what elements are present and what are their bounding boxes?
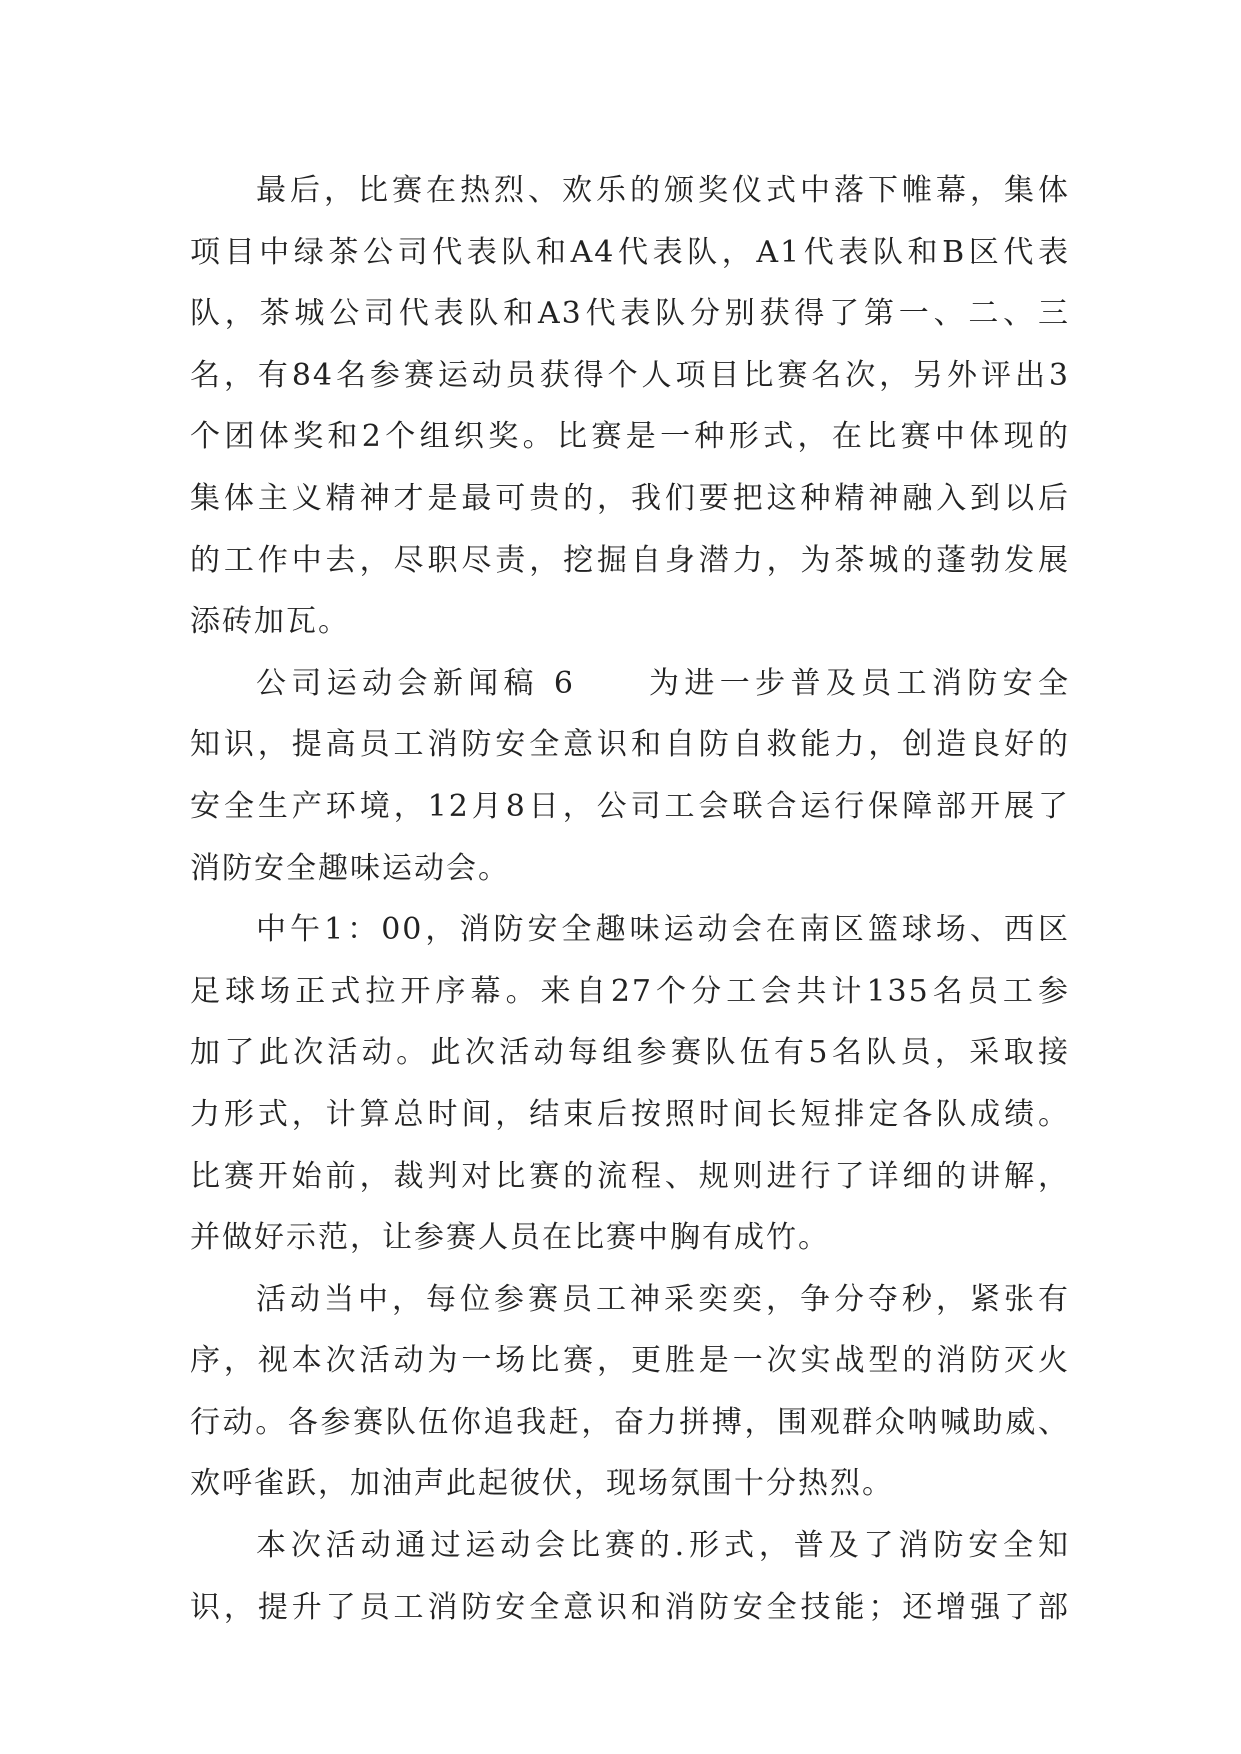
text-line: 名，有84名参赛运动员获得个人项目比赛名次，另外评出3 (190, 357, 1070, 393)
text-line: 的工作中去，尽职尽责，挖掘自身潜力，为茶城的蓬勃发展 (190, 542, 1070, 578)
text-line: 项目中绿茶公司代表队和A4代表队，A1代表队和B区代表 (190, 234, 1070, 270)
body-text (190, 160, 1070, 1638)
text-line: 序，视本次活动为一场比赛，更胜是一次实战型的消防灭火 (190, 1343, 1070, 1379)
text-line: 欢呼雀跃，加油声此起彼伏，现场氛围十分热烈。 (190, 1466, 894, 1502)
text-line: 队，茶城公司代表队和A3代表队分别获得了第一、二、三 (190, 296, 1070, 332)
text-line: 知识，提高员工消防安全意识和自防自救能力，创造良好的 (190, 727, 1070, 763)
text-line: 足球场正式拉开序幕。来自27个分工会共计135名员工参 (190, 973, 1070, 1009)
text-line: 行动。各参赛队伍你追我赶，奋力拼搏，围观群众呐喊助威、 (190, 1404, 1070, 1440)
text-line: 力形式，计算总时间，结束后按照时间长短排定各队成绩。 (190, 1096, 1070, 1132)
text-line: 活动当中，每位参赛员工神采奕奕，争分夺秒，紧张有 (256, 1281, 1070, 1317)
text-line: 中午1：00，消防安全趣味运动会在南区篮球场、西区 (256, 912, 1070, 948)
text-line: 本次活动通过运动会比赛的.形式，普及了消防安全知 (256, 1528, 1070, 1564)
text-line: 公司运动会新闻稿 6 为进一步普及员工消防安全 (256, 665, 1070, 701)
text-line: 识，提升了员工消防安全意识和消防安全技能；还增强了部 (190, 1589, 1070, 1625)
text-line: 个团体奖和2个组织奖。比赛是一种形式，在比赛中体现的 (190, 419, 1070, 455)
text-line: 加了此次活动。此次活动每组参赛队伍有5名队员，采取接 (190, 1035, 1070, 1071)
text-line: 安全生产环境，12月8日，公司工会联合运行保障部开展了 (190, 788, 1070, 824)
text-line: 消防安全趣味运动会。 (190, 850, 510, 886)
text-line: 添砖加瓦。 (190, 604, 350, 640)
text-line: 集体主义精神才是最可贵的，我们要把这种精神融入到以后 (190, 480, 1070, 516)
text-line: 最后，比赛在热烈、欢乐的颁奖仪式中落下帷幕，集体 (256, 173, 1070, 208)
text-line: 比赛开始前，裁判对比赛的流程、规则进行了详细的讲解， (190, 1158, 1070, 1194)
text-line: 并做好示范，让参赛人员在比赛中胸有成竹。 (190, 1220, 830, 1256)
